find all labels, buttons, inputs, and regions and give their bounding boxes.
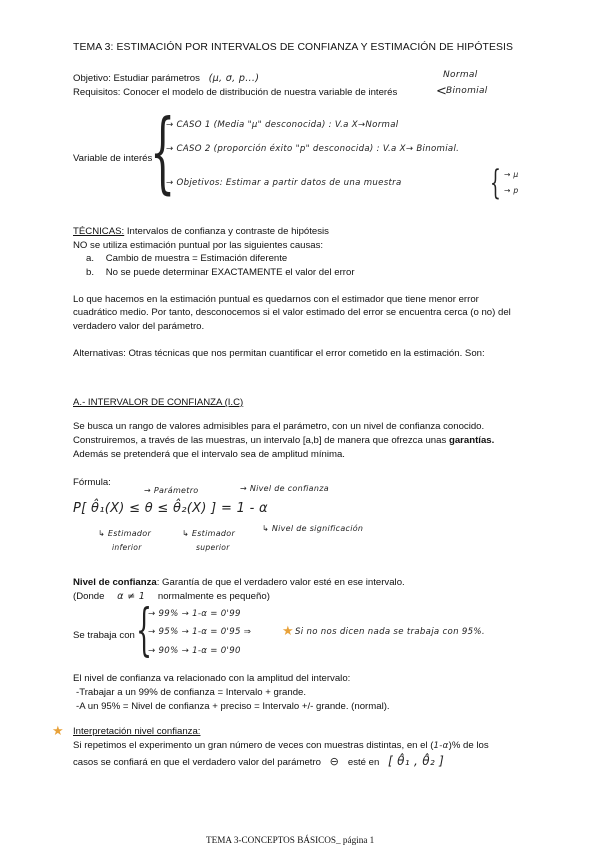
nivel-label: Nivel de confianza: [73, 577, 157, 588]
handwritten-caso1: → CASO 1 (Media "μ" desconocida) : V.a X→Normal: [166, 120, 399, 130]
paragraph-line: Lo que hacemos en la estimación puntual es quedarnos con el estimador que tiene menor error: [73, 294, 479, 305]
donde-post: normalmente es pequeño): [157, 591, 270, 602]
interpretacion-line1: [73, 740, 489, 751]
handwritten-90: → 90% → 1-α = 0'90: [148, 646, 241, 656]
handwritten-99: → 99% → 1-α = 0'99: [148, 609, 241, 619]
interp-line1-post: )% de los: [448, 740, 489, 751]
amplitud-line: -A un 95% = Nivel de confianza + preciso = Intervalo +/- grande. (normal).: [76, 701, 390, 712]
handwritten-p: → p: [504, 186, 519, 195]
handwritten-1-alpha: 1-α: [433, 741, 449, 751]
handwritten-mu: → μ: [504, 170, 519, 179]
list-marker: b.: [86, 267, 95, 278]
objetivo-label: Objetivo: Estudiar parámetros: [73, 73, 200, 84]
section-a-line1: Se busca un rango de valores admisibles para el parámetro, con un nivel de confianza conocido.: [73, 421, 485, 432]
handwritten-theta: ⊖: [329, 755, 340, 768]
section-a-line2: [73, 435, 494, 446]
nivel-line: [73, 577, 405, 588]
objetivo-line: [73, 73, 259, 84]
handwritten-brace: {: [150, 100, 176, 203]
page-title: TEMA 3: ESTIMACIÓN POR INTERVALOS DE CONFIANZA Y ESTIMACIÓN DE HIPÓTESIS: [73, 42, 514, 53]
donde-pre: (Donde: [73, 591, 105, 602]
handwritten-binomial: Binomial: [446, 86, 488, 96]
amplitud-line: El nivel de confianza va relacionado con la amplitud del intervalo:: [73, 673, 351, 684]
list-item-text: Cambio de muestra = Estimación diferente: [105, 253, 288, 264]
donde-line: [73, 591, 270, 602]
handwritten-superior: superior: [196, 543, 230, 552]
handwritten-arrow: <: [436, 84, 448, 99]
paragraph-line: verdadero valor del parámetro.: [73, 321, 205, 332]
handwritten-brace-trabaja: {: [136, 598, 153, 663]
list-item: [86, 253, 287, 264]
variable-label: Variable de interés: [73, 153, 153, 164]
trabaja-label: Se trabaja con: [73, 630, 135, 641]
section-a-line3: Además se pretenderá que el intervalo sea de amplitud mínima.: [73, 449, 345, 460]
handwritten-95-note: Si no nos dicen nada se trabaja con 95%.: [295, 627, 485, 637]
paragraph-line: cuadrático medio. Por tanto, desconocemos si el valor estimado del error se encuentra cerca (o no) del: [73, 307, 511, 318]
handwritten-caso2: → CASO 2 (proporción éxito "p" desconocida) : V.a X→ Binomial.: [166, 144, 460, 154]
handwritten-significacion: ↳ Nivel de significación: [262, 524, 364, 533]
interp-line1-pre: Si repetimos el experimento un gran número de veces con muestras distintas, en el (: [73, 740, 434, 751]
handwritten-parametro: → Parámetro: [144, 486, 199, 495]
handwritten-alpha: α ≠ 1: [117, 591, 146, 602]
no-puntual-text: NO se utiliza estimación puntual por las siguientes causas:: [73, 240, 324, 251]
handwritten-95: → 95% → 1-α = 0'95 ⇒: [148, 627, 252, 637]
handwritten-estimador-superior: ↳ Estimador: [182, 529, 236, 538]
tecnicas-label: TÉCNICAS:: [73, 226, 125, 237]
interpretacion-heading: Interpretación nivel confianza:: [73, 726, 201, 737]
list-item-text: No se puede determinar EXACTAMENTE el valor del error: [105, 267, 355, 278]
page-footer: TEMA 3-CONCEPTOS BÁSICOS_ página 1: [206, 835, 375, 845]
star-icon: ★: [52, 723, 64, 738]
star-icon: ★: [282, 623, 294, 638]
handwritten-normal: Normal: [443, 70, 478, 80]
handwritten-objetivos: → Objetivos: Estimar a partir datos de una muestra: [166, 178, 402, 188]
nivel-text: : Garantía de que el verdadero valor esté en ese intervalo.: [156, 577, 405, 588]
section-heading: A.- INTERVALOR DE CONFIANZA (I.C): [73, 397, 244, 408]
formula-label: Fórmula:: [73, 477, 111, 488]
handwritten-inferior: inferior: [112, 543, 142, 552]
requisitos-line: Requisitos: Conocer el modelo de distribución de nuestra variable de interés: [73, 87, 398, 98]
handwritten-nivel-confianza: → Nivel de confianza: [240, 484, 329, 493]
list-item: [86, 267, 355, 278]
tecnicas-line: [73, 226, 329, 237]
garantias-bold: garantías.: [448, 435, 495, 446]
handwritten-formula: P[ θ̂₁(X) ≤ θ ≤ θ̂₂(X) ] = 1 - α: [73, 501, 268, 516]
interp-line2-mid: esté en: [347, 757, 380, 768]
handwritten-brace-small: {: [490, 163, 501, 203]
section-a-line2-text: Construiremos, a través de las muestras, un intervalo [a,b] de manera que ofrezca unas: [73, 435, 449, 446]
interpretacion-line2: [73, 754, 444, 768]
amplitud-line: -Trabajar a un 99% de confianza = Intervalo + grande.: [76, 687, 307, 698]
handwritten-estimador-inferior: ↳ Estimador: [98, 529, 152, 538]
interp-line2-pre: casos se confiará en que el verdadero valor del parámetro: [73, 757, 321, 768]
list-marker: a.: [86, 253, 95, 264]
handwritten-interval: [ θ̂₁ , θ̂₂ ]: [388, 754, 445, 768]
handwritten-params: (μ, σ, p...): [208, 73, 260, 84]
alternativas-text: Alternativas: Otras técnicas que nos permitan cuantificar el error cometido en la estimación. Son:: [73, 348, 485, 359]
tecnicas-text: Intervalos de confianza y contraste de hipótesis: [124, 226, 329, 237]
